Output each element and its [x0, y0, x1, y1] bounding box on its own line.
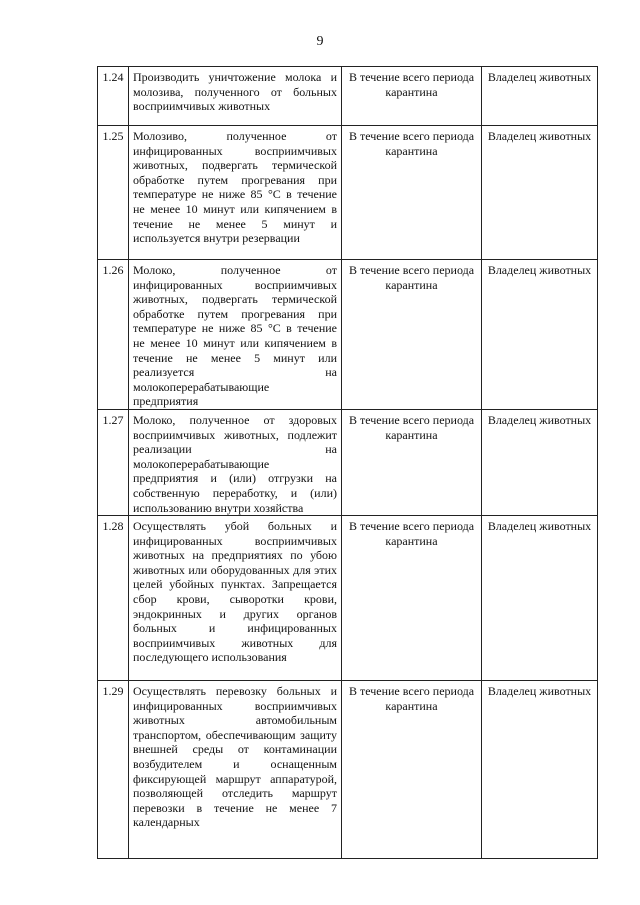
- table-row: [98, 516, 598, 681]
- row-responsible: Владелец животных: [482, 516, 598, 681]
- table-row: [98, 67, 598, 126]
- row-action: Молоко, полученное от инфицированных восприимчивых животных, подвергать термической обработке путем прогревания при температуре не ниже 85 °C в течение не менее 10 минут или кипячением в течение не менее 5 минут или реализуется на молокоперерабатывающие предприятия: [129, 260, 342, 410]
- row-responsible: Владелец животных: [482, 681, 598, 859]
- row-term: В течение всего периода карантина: [342, 681, 482, 859]
- row-term: В течение всего периода карантина: [342, 409, 482, 515]
- row-number: 1.25: [98, 126, 129, 260]
- row-number: 1.26: [98, 260, 129, 410]
- row-number: 1.24: [98, 67, 129, 126]
- row-responsible: Владелец животных: [482, 260, 598, 410]
- row-action: Осуществлять убой больных и инфицированных восприимчивых животных на предприятиях по убою животных или оборудованных для этих целей убойных пунктах. Запрещается сбор крови, сыворотки крови, эндокринных и других органов больных и инфицированных восприимчивых животных для последующего использования: [129, 516, 342, 681]
- row-action: Молозиво, полученное от инфицированных восприимчивых животных, подвергать термической обработке путем прогревания при температуре не ниже 85 °C в течение не менее 10 минут или кипячением в течение не менее 5 минут и используется внутри резервации: [129, 126, 342, 260]
- table-row: [98, 409, 598, 515]
- row-term: В течение всего периода карантина: [342, 126, 482, 260]
- row-action: Молоко, полученное от здоровых восприимчивых животных, подлежит реализации на молокоперерабатывающие предприятия и (или) отгрузки на собственную переработку, и (или) использованию внутри хозяйства: [129, 409, 342, 515]
- row-action: Производить уничтожение молока и молозива, полученного от больных восприимчивых животных: [129, 67, 342, 126]
- row-term: В течение всего периода карантина: [342, 67, 482, 126]
- row-term: В течение всего периода карантина: [342, 260, 482, 410]
- row-number: 1.27: [98, 409, 129, 515]
- measures-table: [97, 66, 598, 859]
- table-row: [98, 681, 598, 859]
- row-responsible: Владелец животных: [482, 409, 598, 515]
- row-term: В течение всего периода карантина: [342, 516, 482, 681]
- row-responsible: Владелец животных: [482, 67, 598, 126]
- row-responsible: Владелец животных: [482, 126, 598, 260]
- row-action: Осуществлять перевозку больных и инфицированных восприимчивых животных автомобильным транспортом, обеспечивающим защиту внешней среды от контаминации возбудителем и оснащенным фиксирующей маршрут аппаратурой, позволяющей отследить маршрут перевозки в течение не менее 7 календарных: [129, 681, 342, 859]
- page-number: 9: [316, 34, 324, 49]
- table-row: [98, 260, 598, 410]
- row-number: 1.29: [98, 681, 129, 859]
- row-number: 1.28: [98, 516, 129, 681]
- table-row: [98, 126, 598, 260]
